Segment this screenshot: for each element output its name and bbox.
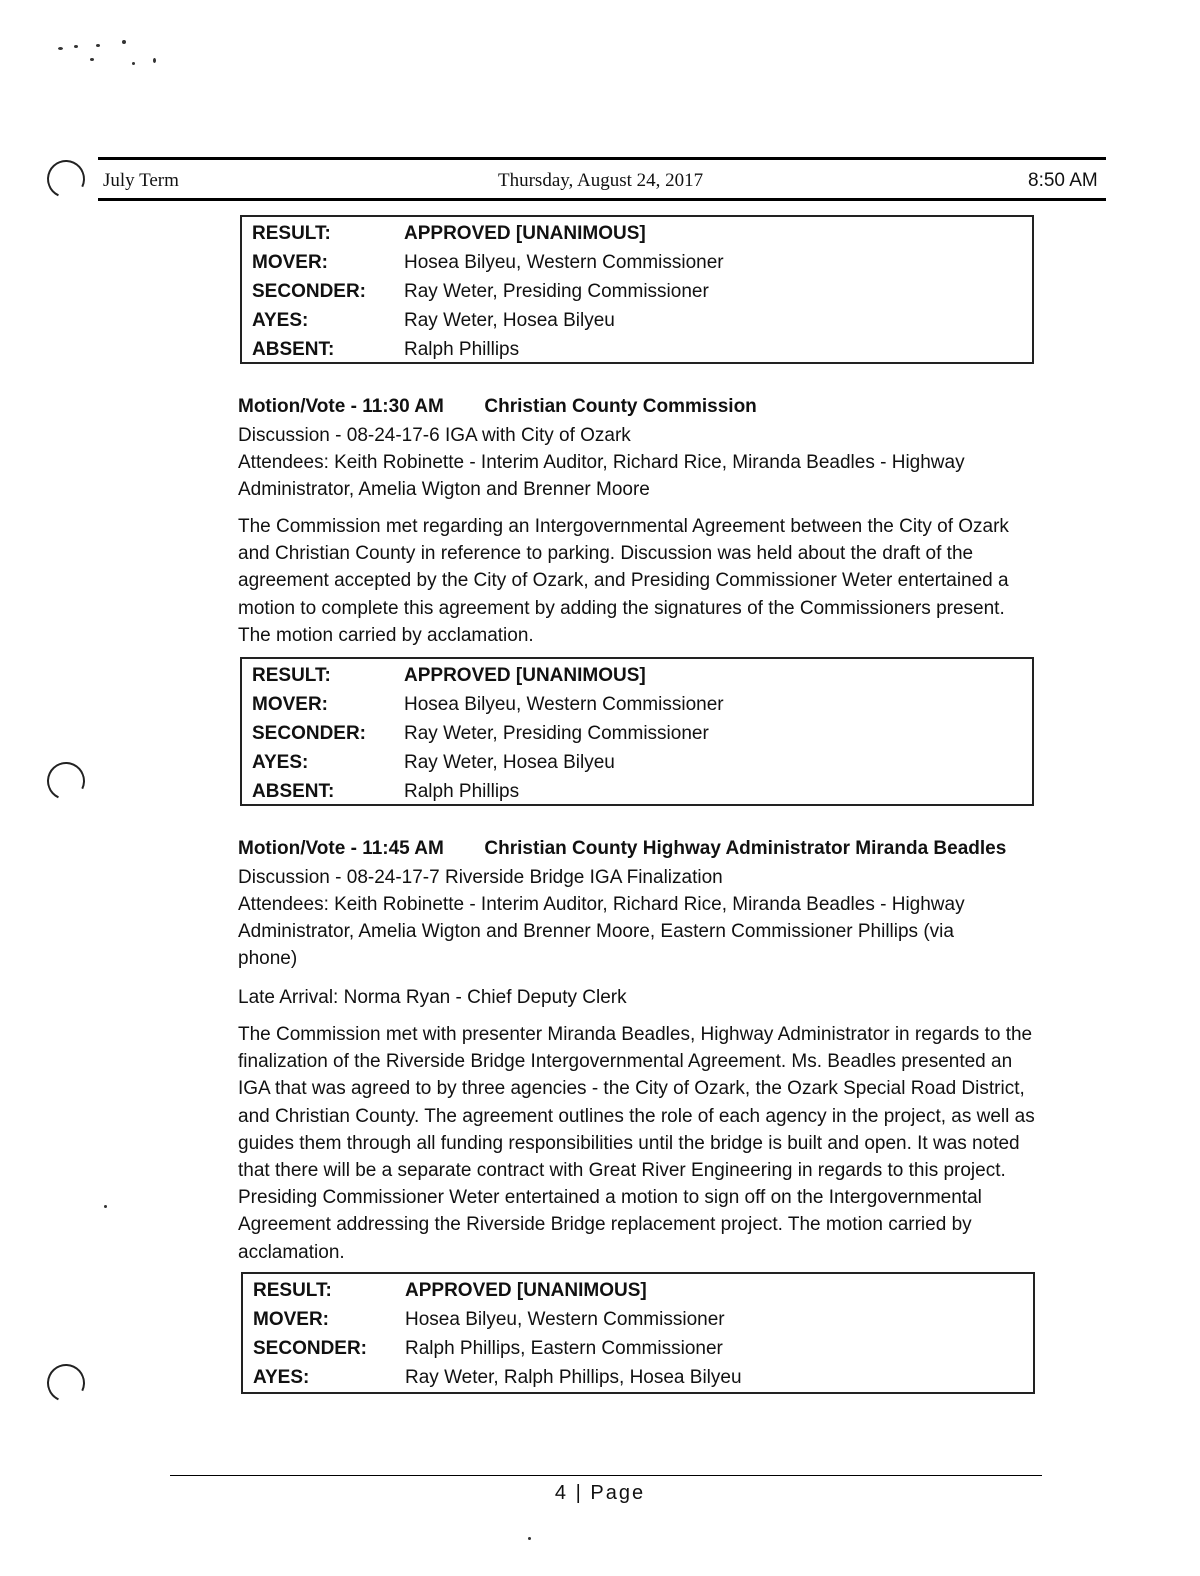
scan-speckle (132, 62, 135, 65)
vote-label: AYES: (252, 310, 309, 331)
vote-mover: Hosea Bilyeu, Western Commissioner (404, 252, 724, 273)
late-arrival: Late Arrival: Norma Ryan - Chief Deputy Clerk (238, 987, 627, 1008)
scan-speckle (90, 58, 94, 61)
vote-result: APPROVED [UNANIMOUS] (404, 223, 646, 244)
motion-attendees: Attendees: Keith Robinette - Interim Auditor, Richard Rice, Miranda Beadles - Highway (238, 452, 965, 473)
header-rule-top (98, 157, 1106, 160)
vote-label: ABSENT: (252, 339, 335, 360)
motion-attendees: Administrator, Amelia Wigton and Brenner Moore (238, 479, 650, 500)
vote-absent: Ralph Phillips (404, 781, 520, 802)
vote-label: MOVER: (252, 694, 328, 715)
header-term: July Term (103, 170, 179, 191)
vote-label: SECONDER: (252, 281, 367, 302)
scan-speckle (96, 44, 100, 47)
vote-label: RESULT: (252, 665, 331, 686)
vote-result: APPROVED [UNANIMOUS] (405, 1280, 647, 1301)
scan-speckle (528, 1537, 531, 1540)
vote-result: APPROVED [UNANIMOUS] (404, 665, 646, 686)
motion-attendees: Attendees: Keith Robinette - Interim Auditor, Richard Rice, Miranda Beadles - Highway (238, 894, 965, 915)
binder-hole-icon (42, 757, 91, 806)
scan-speckle (153, 58, 156, 63)
page-number: 4 | Page (554, 1482, 646, 1504)
vote-mover: Hosea Bilyeu, Western Commissioner (404, 694, 724, 715)
scan-speckle (104, 1205, 107, 1208)
vote-table (240, 215, 1034, 364)
vote-label: MOVER: (252, 252, 328, 273)
vote-absent: Ralph Phillips (404, 339, 520, 360)
vote-seconder: Ray Weter, Presiding Commissioner (404, 723, 709, 744)
motion-discussion: Discussion - 08-24-17-7 Riverside Bridge IGA Finalization (238, 867, 723, 888)
vote-label: RESULT: (253, 1280, 332, 1301)
vote-label: ABSENT: (252, 781, 335, 802)
footer-rule (170, 1475, 1042, 1476)
motion-attendees: phone) (238, 948, 298, 969)
motion-attendees: Administrator, Amelia Wigton and Brenner Moore, Eastern Commissioner Phillips (via (238, 921, 954, 942)
motion-heading (238, 396, 757, 418)
vote-mover: Hosea Bilyeu, Western Commissioner (405, 1309, 725, 1330)
vote-ayes: Ray Weter, Hosea Bilyeu (404, 310, 615, 331)
header-time: 8:50 AM (1028, 170, 1098, 191)
binder-hole-icon (42, 155, 91, 204)
vote-seconder: Ray Weter, Presiding Commissioner (404, 281, 709, 302)
vote-ayes: Ray Weter, Ralph Phillips, Hosea Bilyeu (405, 1367, 742, 1388)
scan-speckle (74, 45, 78, 48)
motion-heading (238, 838, 1006, 860)
vote-label: MOVER: (253, 1309, 329, 1330)
motion-body: Christian County Commission (484, 396, 757, 417)
motion-body: Christian County Highway Administrator Miranda Beadles (484, 838, 1007, 859)
vote-label: RESULT: (252, 223, 331, 244)
header-rule-bottom (98, 198, 1106, 201)
motion-paragraph: The Commission met regarding an Intergovernmental Agreement between the City of Ozark and Christian County in reference to parking. Discussion was held about the draft of the agreement accepted by the City of Ozark, and Presiding Commissioner Weter entertained a motion to complete this agreement by adding the signatures of the Commissioners present. The motion carried by acclamation. (238, 516, 1009, 646)
motion-label: Motion/Vote - (238, 838, 357, 859)
vote-label: SECONDER: (252, 723, 367, 744)
vote-label: AYES: (253, 1367, 310, 1388)
motion-paragraph: The Commission met with presenter Miranda Beadles, Highway Administrator in regards to the finalization of the Riverside Bridge Intergovernmental Agreement. Ms. Beadles presented an IGA that was agreed to by three agencies - the City of Ozark, the Ozark Special Road District, and Christian County. The agreement outlines the role of each agency in the project, as well as guides them through all funding responsibilities until the bridge is built and open. It was noted that there will be a separate contract with Great River Engineering in regards to this project. Presiding Commissioner Weter entertained a motion to sign off on the Intergovernmental Agreement addressing the Riverside Bridge replacement project. The motion carried by acclamation. (238, 1024, 1035, 1263)
scan-speckle (58, 47, 63, 50)
motion-time: 11:45 AM (362, 838, 444, 859)
vote-table (241, 1272, 1035, 1394)
vote-ayes: Ray Weter, Hosea Bilyeu (404, 752, 615, 773)
motion-time: 11:30 AM (362, 396, 444, 417)
vote-seconder: Ralph Phillips, Eastern Commissioner (405, 1338, 723, 1359)
motion-label: Motion/Vote - (238, 396, 357, 417)
header-date: Thursday, August 24, 2017 (498, 170, 704, 191)
motion-discussion: Discussion - 08-24-17-6 IGA with City of Ozark (238, 425, 631, 446)
vote-label: SECONDER: (253, 1338, 368, 1359)
vote-label: AYES: (252, 752, 309, 773)
vote-table (240, 657, 1034, 806)
scan-speckle (122, 40, 126, 44)
binder-hole-icon (42, 1359, 91, 1408)
